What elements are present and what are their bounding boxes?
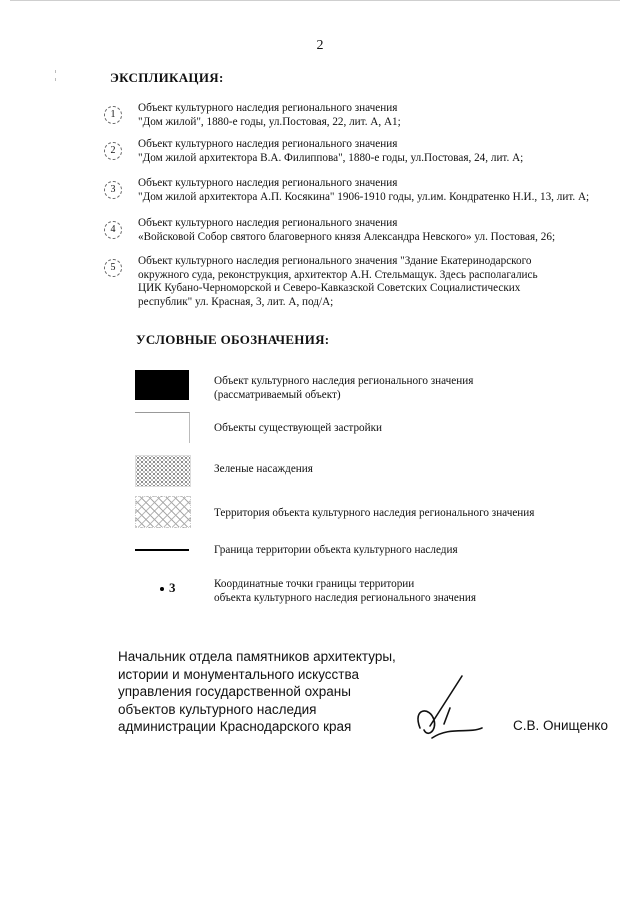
item-line: Объект культурного наследия регионального значения bbox=[138, 102, 398, 114]
item-number-badge: 2 bbox=[104, 142, 122, 160]
item-number-badge: 3 bbox=[104, 181, 122, 199]
legend-line: Зеленые насаждения bbox=[214, 463, 313, 475]
scan-speck bbox=[55, 70, 56, 73]
point-dot bbox=[160, 587, 164, 591]
item-line: "Дом жилой", 1880-е годы, ул.Постовая, 22, лит. А, А1; bbox=[138, 115, 401, 128]
position-line: управления государственной охраны bbox=[118, 684, 351, 699]
item-text bbox=[138, 102, 638, 129]
legend-text-heritage-object bbox=[214, 375, 634, 402]
scan-speck bbox=[55, 78, 56, 81]
legend-text-boundary-line bbox=[214, 544, 634, 558]
scan-edge-line bbox=[10, 0, 620, 1]
item-number-badge: 1 bbox=[104, 106, 122, 124]
legend-symbol-existing-buildings bbox=[135, 412, 190, 443]
signatory-name: С.В. Онищенко bbox=[513, 718, 608, 733]
item-text bbox=[138, 138, 638, 165]
item-line: «Войсковой Собор святого благоверного князя Александра Невского» ул. Постовая, 26; bbox=[138, 230, 556, 243]
position-line: истории и монументального искусства bbox=[118, 666, 360, 682]
legend-line: Объект культурного наследия регионального значения bbox=[214, 375, 474, 387]
item-text bbox=[138, 177, 638, 204]
legend-symbol-heritage-territory bbox=[135, 496, 191, 528]
item-number-badge: 5 bbox=[104, 259, 122, 277]
item-line: Объект культурного наследия регионального значения bbox=[138, 217, 398, 229]
point-label: 3 bbox=[169, 580, 176, 595]
item-line: "Дом жилой архитектора А.П. Косякина" 1906-1910 годы, ул.им. Кондратенко Н.И., 13, лит. А; bbox=[138, 190, 590, 203]
legend-line: Объекты существующей застройки bbox=[214, 422, 383, 434]
legend-line: Координатные точки границы территории bbox=[214, 578, 415, 590]
item-line: республик" ул. Красная, 3, лит. А, под/А; bbox=[138, 295, 334, 308]
legend-text-coordinate-point bbox=[214, 578, 634, 605]
legend-line: объекта культурного наследия регионального значения bbox=[214, 591, 477, 604]
item-line: Объект культурного наследия регионального значения "Здание Екатеринодарского bbox=[138, 255, 532, 267]
position-line: администрации Краснодарского края bbox=[118, 719, 352, 734]
legend-symbol-coordinate-point bbox=[160, 580, 176, 596]
legend-text-green-spaces bbox=[214, 463, 634, 477]
position-line: объектов культурного наследия bbox=[118, 701, 317, 717]
legend-line: Граница территории объекта культурного наследия bbox=[214, 544, 458, 556]
item-number-badge: 4 bbox=[104, 221, 122, 239]
legend-symbol-heritage-object bbox=[135, 370, 189, 400]
handwritten-signature bbox=[410, 668, 500, 748]
item-text bbox=[138, 217, 638, 244]
legend-line: (рассматриваемый объект) bbox=[214, 388, 341, 401]
item-line: Объект культурного наследия регионального значения bbox=[138, 138, 398, 150]
position-line: Начальник отдела памятников архитектуры, bbox=[118, 649, 396, 664]
item-line: окружного суда, реконструкция, архитектор А.Н. Стельмащук. Здесь располагались bbox=[138, 268, 538, 281]
legend-title: УСЛОВНЫЕ ОБОЗНАЧЕНИЯ: bbox=[136, 332, 330, 347]
legend-symbol-green-spaces bbox=[135, 455, 191, 487]
page-number: 2 bbox=[316, 38, 324, 53]
legend-line: Территория объекта культурного наследия регионального значения bbox=[214, 507, 535, 519]
item-line: ЦИК Кубано-Черноморской и Северо-Кавказской Советских Социалистических bbox=[138, 282, 521, 294]
legend-text-heritage-territory bbox=[214, 507, 634, 521]
legend-symbol-boundary-line bbox=[135, 549, 189, 551]
item-line: Объект культурного наследия регионального значения bbox=[138, 177, 398, 189]
item-text bbox=[138, 255, 638, 309]
signatory-position bbox=[118, 648, 418, 736]
explication-title: ЭКСПЛИКАЦИЯ: bbox=[110, 70, 224, 85]
item-line: "Дом жилой архитектора В.А. Филиппова", 1880-е годы, ул.Постовая, 24, лит. А; bbox=[138, 151, 524, 164]
legend-text-existing-buildings bbox=[214, 422, 634, 436]
